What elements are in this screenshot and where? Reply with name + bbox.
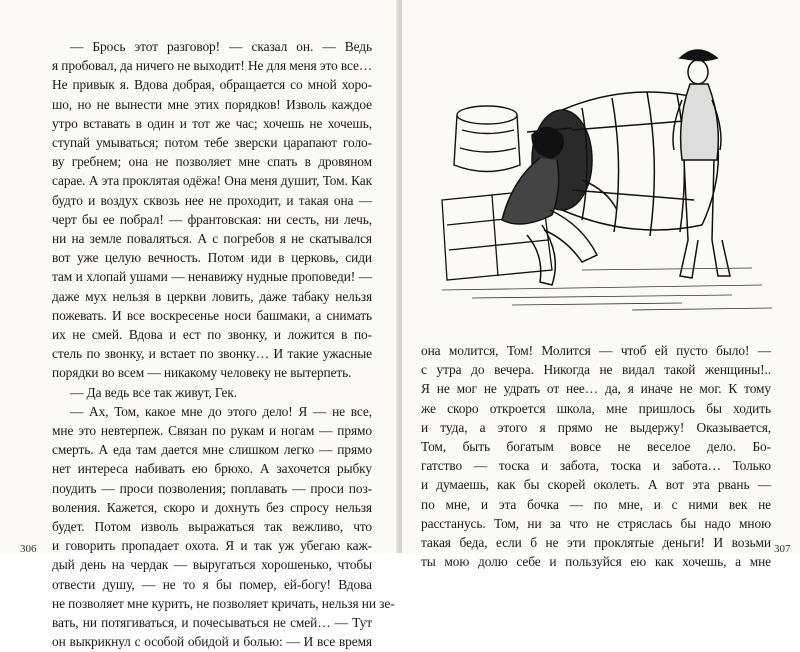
text-line: их не смей. Вдова и ест по звонку, и ложится в по- [52,327,372,343]
standing-boy-drawing [673,50,730,278]
text-line: отвести душу, — не то я бы помер, ей-богу! Вдова [52,576,372,592]
text-line: я пробовал, да ничего не выходит! Не для меня это все… [52,58,373,74]
ground-hatching [442,268,772,310]
text-line: стель по звонку, и встает по звонку… И такие ужасные [52,346,372,362]
text-line: такая беда, если б не эти проклятые деньги! И возьми [421,535,771,551]
text-line: — Да ведь все так живут, Гек. [70,384,238,400]
text-line: ву гребнем; она не позволяет мне спать в дровяном [52,154,372,170]
text-line: — Брось этот разговор! — сказал он. — Ведь [70,39,372,54]
text-line: дый день на чердак — выругаться хорошенько, чтобы [52,557,372,573]
text-line: и думаешь, как бы скорей околеть. А вот эта рвань — [421,477,771,493]
text-line: гатство — тоска и забота, тоска и забота… Только [421,458,771,474]
text-line: будто и воздух сквозь нее не проходит, и такая она — [52,192,372,208]
text-line: воления. Кажется, скоро и дохнуть без спросу нельзя [52,499,372,515]
text-line: пожевать. И все воскресенье носи башмаки, а снимать [52,307,372,323]
text-line: порядки во всем — никакому человеку не вытерпеть. [52,365,352,381]
text-line: и туда, а этого я прямо не выдержу! Оказывается, [421,419,771,435]
text-line: же скоро откроется школа, мне пришлось бы ходить [421,400,771,416]
text-line: — Ах, Том, какое мне до этого дело! Я — не все, [70,403,372,419]
text-line: там и хлопай ушами — ненавижу нудные проповеди! — [52,269,372,285]
text-line: ты мою долю себе и пользуйся ею как хочешь, а мне [421,554,771,570]
small-barrel-drawing [454,106,520,172]
text-line: черт бы ее побрал! — франтовская: ни сесть, ни лечь, [52,211,372,227]
text-line: вать, ни потягиваться, и почесываться не смей… — Тут [52,615,372,631]
text-line: будет. Потом изволь выражаться так вежливо, что [52,519,372,535]
right-page-number: 307 [774,543,791,555]
text-line: мне это невтерпеж. Связан по рукам и ногам — прямо [52,423,372,439]
right-page-text [421,341,771,571]
left-page-number: 306 [20,543,37,555]
text-line: не позволяет мне курить, не позволяет кричать, нельзя ни зе- [52,595,395,611]
text-line: Я не мог не удрать от нее… да, я иначе не мог. К тому [421,381,771,397]
text-line: она молится, Том! Молится — чтоб ей пусто было! — [421,343,771,358]
text-line: нет интереса набивать ею брюхо. А захочется рыбку [52,461,372,477]
left-page-text [52,37,395,652]
text-line: вот уже целую вечность. Потом иди в церковь, сиди [52,250,372,266]
text-line: утро вставать в один и тот же час; хочешь не хочешь, [52,115,372,131]
text-line: смерть. А еда там дается мне слишком легко — прямо [52,442,372,458]
right-page [402,0,800,570]
text-line: по мне, и эта бочка — по мне, и с ними век не [421,496,771,512]
text-line: ступай умываться; потом тебе зверски царапают голо- [52,135,372,151]
text-line: поудить — проси позволения; поплавать — проси поз- [52,480,372,496]
text-line: даже мух нельзя в церкви ловить, даже табаку нельзя [52,288,372,304]
text-line: он выкрикнул с особой обидой и болью: — И все время [52,634,372,650]
text-line: Не привык я. Вдова добрая, обращается со мной хоро- [52,77,372,93]
text-line: шо, но не вынести мне этих порядков! Изволь каждое [52,96,372,112]
ink-illustration-boys-at-barrel [432,40,777,330]
text-line: и говорить пропадает охота. Я и так уж убегаю каж- [52,538,372,554]
text-line: ни на земле поваляться. А с погребов я не скатывался [52,231,372,247]
text-line: Том, быть богатым вовсе не веселое дело. Бо- [421,439,771,455]
text-line: расстанусь. Том, ни за что не стряслась бы надо мною [421,515,771,531]
text-line: сарае. А эта проклятая одёжа! Она меня душит, Том. Как [52,173,372,189]
left-page [0,0,398,650]
text-line: с утра до вечера. Никогда не видал такой женщины!.. [421,362,771,378]
